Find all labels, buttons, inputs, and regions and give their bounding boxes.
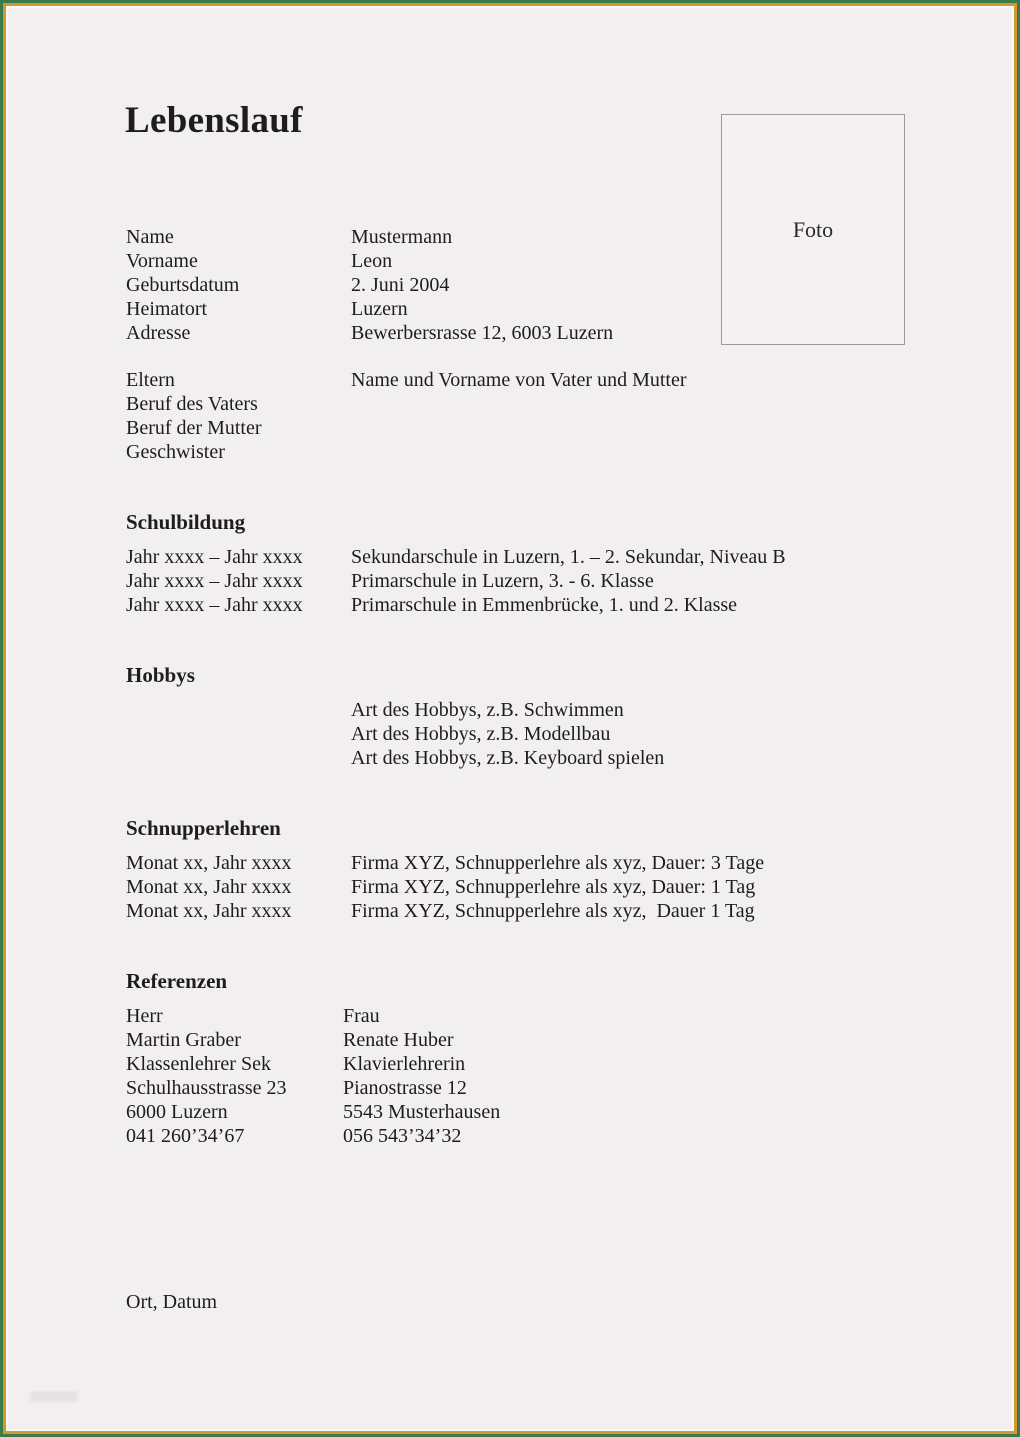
watermark [30,1391,78,1402]
field-label: Vorname [126,250,198,272]
field-label: Beruf der Mutter [126,417,262,439]
schulbildung-block [126,545,786,617]
period-label: Monat xx, Jahr xxxx [126,852,292,874]
reference-line: Pianostrasse 12 [343,1077,467,1099]
reference-column-frau [343,1004,500,1148]
entry-value: Firma XYZ, Schnupperlehre als xyz, Dauer: 1 Tag [351,876,756,898]
family-row [126,368,687,392]
family-row [126,392,687,416]
period-label: Jahr xxxx – Jahr xxxx [126,546,303,568]
reference-line: Klavierlehrerin [343,1053,466,1075]
reference-line: Renate Huber [343,1029,454,1051]
reference-line: Herr [126,1005,163,1027]
field-value: Mustermann [351,226,453,248]
field-label: Eltern [126,369,175,391]
period-label: Jahr xxxx – Jahr xxxx [126,570,303,592]
family-row [126,440,687,464]
field-value: Luzern [351,298,408,320]
field-label: Beruf des Vaters [126,393,258,415]
schnupperlehre-row [126,875,764,899]
field-value: Bewerbersrasse 12, 6003 Luzern [351,322,614,344]
entry-value: Firma XYZ, Schnupperlehre als xyz, Dauer: 3 Tage [351,852,765,874]
period-label [126,746,351,770]
field-label: Name [126,226,174,248]
reference-line: Frau [343,1005,380,1027]
entry-value: Primarschule in Emmenbrücke, 1. und 2. Klasse [351,594,738,616]
reference-line: 041 260’34’67 [126,1125,245,1147]
personal-row [126,321,613,345]
period-label: Jahr xxxx – Jahr xxxx [126,594,303,616]
schnupperlehre-row [126,851,764,875]
period-label: Monat xx, Jahr xxxx [126,900,292,922]
personal-row [126,273,613,297]
schulbildung-row [126,545,786,569]
schulbildung-row [126,569,786,593]
schulbildung-row [126,593,786,617]
entry-value: Art des Hobbys, z.B. Schwimmen [351,699,624,721]
entry-value: Sekundarschule in Luzern, 1. – 2. Sekundar, Niveau B [351,546,786,568]
personal-data-block [126,225,613,345]
period-label [126,722,351,746]
period-label [126,698,351,722]
personal-row [126,297,613,321]
family-row [126,416,687,440]
field-value: Name und Vorname von Vater und Mutter [351,369,687,391]
reference-line: 056 543’34’32 [343,1125,462,1147]
period-label: Monat xx, Jahr xxxx [126,876,292,898]
reference-line: Schulhausstrasse 23 [126,1077,287,1099]
reference-line: 6000 Luzern [126,1101,228,1123]
entry-value: Art des Hobbys, z.B. Keyboard spielen [351,747,665,769]
page-title: Lebenslauf [125,100,303,141]
schnupperlehre-row [126,899,764,923]
field-label: Adresse [126,322,191,344]
photo-placeholder [721,114,905,345]
entry-value: Art des Hobbys, z.B. Modellbau [351,723,611,745]
entry-value: Primarschule in Luzern, 3. - 6. Klasse [351,570,654,592]
referenzen-block [126,1004,500,1148]
section-heading-schnupperlehren: Schnupperlehren [126,816,281,840]
reference-line: 5543 Musterhausen [343,1101,501,1123]
field-label: Geschwister [126,441,225,463]
ort-datum-label: Ort, Datum [126,1291,218,1313]
entry-value: Firma XYZ, Schnupperlehre als xyz, Dauer 1 Tag [351,900,755,922]
reference-line: Martin Graber [126,1029,241,1051]
field-label: Geburtsdatum [126,274,240,296]
hobby-row [126,722,664,746]
section-heading-hobbys: Hobbys [126,663,195,687]
hobby-row [126,698,664,722]
family-data-block [126,368,687,464]
photo-placeholder-label: Foto [792,216,834,242]
personal-row [126,249,613,273]
section-heading-referenzen: Referenzen [126,969,228,993]
hobbys-block [126,698,664,770]
section-heading-schulbildung: Schulbildung [126,510,246,534]
reference-column-herr [126,1004,343,1148]
schnupperlehren-block [126,851,764,923]
reference-line: Klassenlehrer Sek [126,1053,271,1075]
field-label: Heimatort [126,298,208,320]
hobby-row [126,746,664,770]
personal-row [126,225,613,249]
field-value: 2. Juni 2004 [351,274,450,296]
field-value: Leon [351,250,393,272]
